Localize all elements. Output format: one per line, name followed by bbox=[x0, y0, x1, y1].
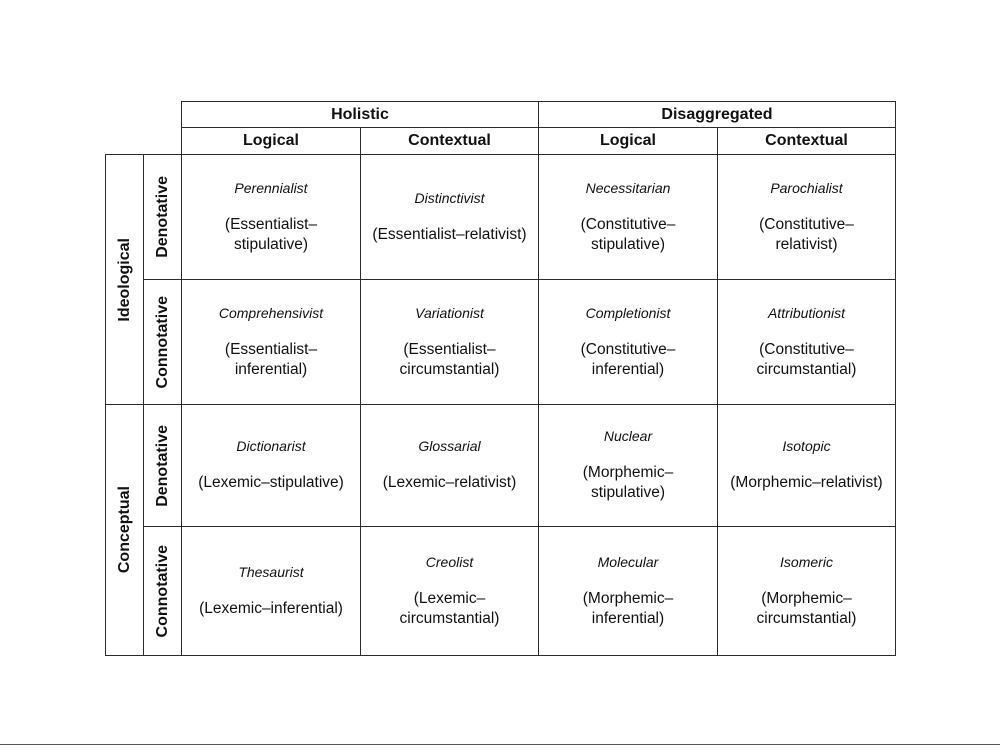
col-group-disaggregated: Disaggregated bbox=[538, 101, 896, 128]
cell-term: Dictionarist bbox=[236, 438, 306, 454]
cell-description: (Lexemic–stipulative) bbox=[198, 474, 344, 491]
table-cell bbox=[181, 526, 361, 656]
table-cell bbox=[360, 279, 539, 405]
table-cell bbox=[717, 154, 896, 280]
cell-description: (Morphemic– stipulative) bbox=[582, 464, 674, 501]
table-cell bbox=[181, 279, 361, 405]
cell-term: Nuclear bbox=[603, 428, 653, 444]
cell-description: (Constitutive– inferential) bbox=[580, 340, 676, 378]
cell-description: (Lexemic–inferential) bbox=[199, 599, 343, 617]
cell-description: (Morphemic–relativist) bbox=[730, 474, 883, 491]
table-cell bbox=[538, 404, 718, 527]
col-group-holistic: Holistic bbox=[181, 101, 539, 128]
cell-term: Creolist bbox=[425, 553, 474, 570]
cell-description: (Lexemic– circumstantial) bbox=[399, 589, 500, 627]
cell-term: Parochialist bbox=[770, 179, 843, 196]
row-group-conceptual bbox=[105, 404, 144, 656]
table-cell bbox=[181, 154, 361, 280]
row-group-conceptual-label: Conceptual bbox=[115, 486, 133, 574]
table-cell bbox=[538, 154, 718, 280]
cell-description: (Constitutive– relativist) bbox=[759, 215, 854, 253]
row-header-conceptual-denotative bbox=[143, 404, 182, 527]
cell-term: Isomeric bbox=[780, 553, 833, 570]
col-header-disaggregated-contextual: Contextual bbox=[717, 127, 896, 155]
cell-description: (Constitutive– stipulative) bbox=[580, 215, 676, 253]
table-cell bbox=[360, 154, 539, 280]
row-header-conceptual-connotative bbox=[143, 526, 182, 656]
row-header-label: Connotative bbox=[153, 295, 171, 389]
row-header-label: Denotative bbox=[153, 424, 171, 507]
cell-term: Attributionist bbox=[767, 304, 846, 321]
row-header-label: Denotative bbox=[153, 176, 171, 258]
col-header-holistic-contextual: Contextual bbox=[360, 127, 539, 155]
table-cell bbox=[360, 526, 539, 656]
cell-term: Molecular bbox=[597, 553, 659, 570]
row-header-label: Connotative bbox=[153, 544, 171, 638]
table-cell bbox=[181, 404, 361, 527]
cell-term: Isotopic bbox=[782, 438, 831, 454]
cell-description: (Constitutive– circumstantial) bbox=[756, 340, 857, 378]
cell-term: Comprehensivist bbox=[218, 304, 324, 321]
cell-term: Glossarial bbox=[418, 438, 481, 454]
cell-description: (Essentialist– inferential) bbox=[224, 340, 318, 378]
table-cell bbox=[717, 404, 896, 527]
table-cell bbox=[538, 279, 718, 405]
table-cell bbox=[717, 526, 896, 656]
col-header-holistic-logical: Logical bbox=[181, 127, 361, 155]
cell-description: (Essentialist– stipulative) bbox=[224, 215, 318, 253]
cell-term: Distinctivist bbox=[414, 189, 485, 206]
row-header-ideological-denotative bbox=[143, 154, 182, 280]
col-header-disaggregated-logical: Logical bbox=[538, 127, 718, 155]
cell-term: Thesaurist bbox=[238, 563, 304, 580]
table-cell bbox=[717, 279, 896, 405]
cell-term: Variationist bbox=[415, 304, 484, 321]
cell-term: Completionist bbox=[585, 304, 671, 321]
cell-description: (Essentialist– circumstantial) bbox=[399, 340, 500, 378]
row-group-ideological-label: Ideological bbox=[115, 237, 133, 322]
page-bottom-divider bbox=[0, 744, 1000, 745]
cell-description: (Morphemic– circumstantial) bbox=[756, 589, 857, 627]
row-header-ideological-connotative bbox=[143, 279, 182, 405]
table-cell bbox=[360, 404, 539, 527]
cell-description: (Morphemic– inferential) bbox=[582, 589, 674, 627]
row-group-ideological bbox=[105, 154, 144, 405]
cell-description: (Lexemic–relativist) bbox=[382, 474, 517, 491]
table-cell bbox=[538, 526, 718, 656]
cell-description: (Essentialist–relativist) bbox=[372, 225, 527, 243]
cell-term: Necessitarian bbox=[585, 179, 671, 196]
cell-term: Perennialist bbox=[234, 179, 308, 196]
